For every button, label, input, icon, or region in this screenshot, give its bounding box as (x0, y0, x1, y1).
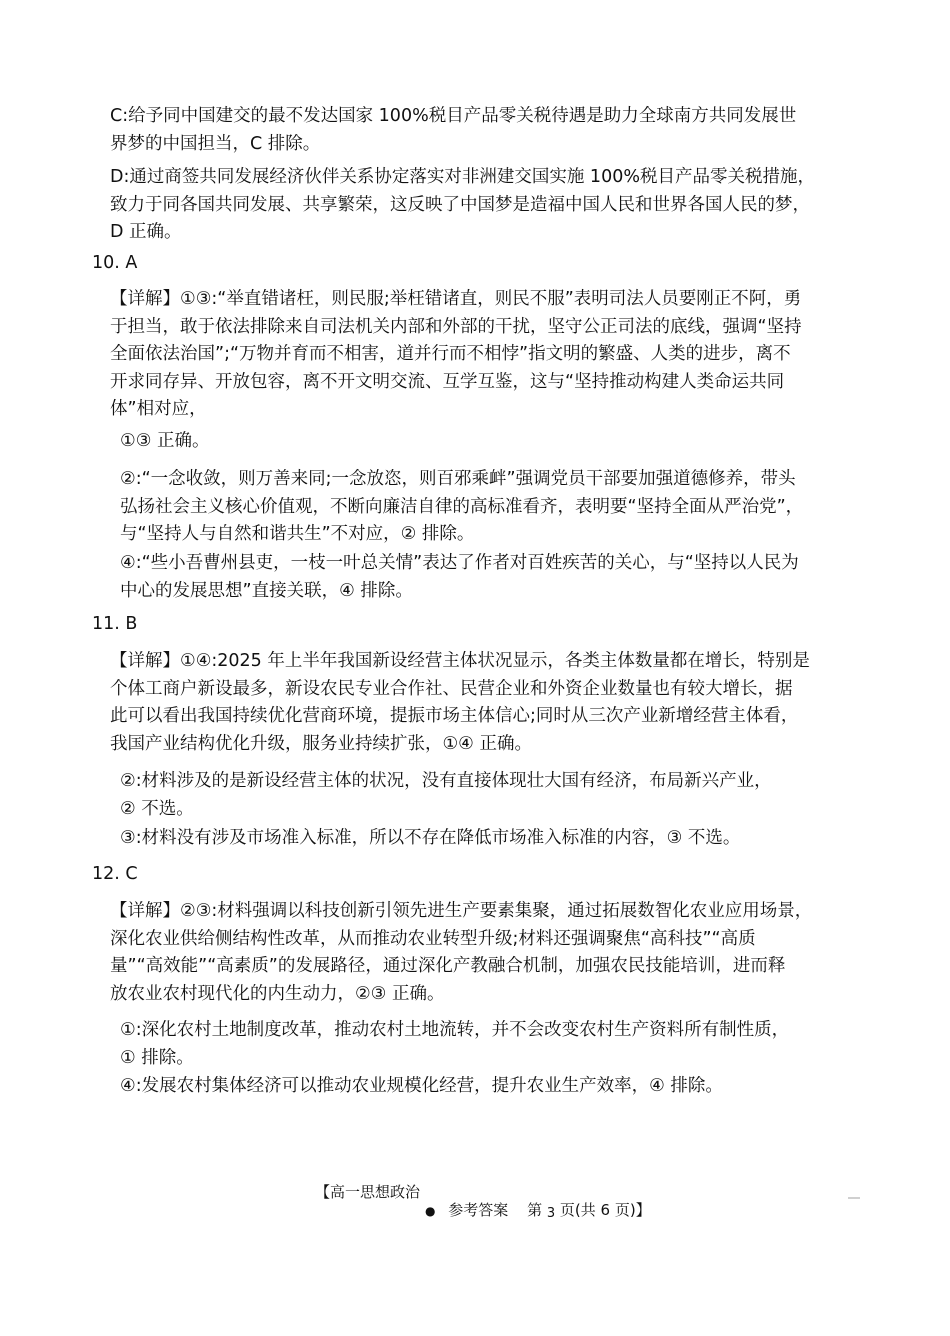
question-10-detail: 【详解】①③:“举直错诸枉，则民服;举枉错诸直，则民不服”表明司法人员要刚正不阿，勇 于担当，敢于依法排除来自司法机关内部和外部的干扰，坚守公正司法的底线，强调“坚持 全面依法治国”;“万物并育而不相害，道并行而不相悖”指文明的繁盛、人类的进步，离不 开求同存异、开放包容，离不开文明交流、互学互鉴，这与“坚持推动构建人类命运共同 体”相对应， (110, 289, 802, 419)
question-11-detail: 【详解】①④:2025 年上半年我国新设经营主体状况显示，各类主体数量都在增长，特别是 个体工商户新设最多，新设农民专业合作社、民营企业和外资企业数量也有较大增长，据 此可以看出我国持续优化营商环境，提振市场主体信心;同时从三次产业新增经营主体看， 我国产业结构优化升级，服务业持续扩张，①④ 正确。 (110, 651, 810, 754)
question-10-conclusion: ①③ 正确。 (120, 431, 210, 451)
question-11-option-2: ②:材料涉及的是新设经营主体的状况，没有直接体现壮大国有经济，布局新兴产业， ② 不选。 (120, 771, 772, 819)
footer-answer-label: 参考答案 (448, 1201, 509, 1219)
option-c-explanation: C:给予同中国建交的最不发达国家 100%税目产品零关税待遇是助力全球南方共同发展世 界梦的中国担当，C 排除。 (110, 106, 797, 154)
footer-page-number: 3 (546, 1206, 556, 1221)
footer-page-suffix: 页(共 6 页)】 (559, 1201, 651, 1219)
footer-bullet: ● (425, 1204, 436, 1218)
footer-page-info (425, 1200, 651, 1222)
question-11-option-3: ③:材料没有涉及市场准入标准，所以不存在降低市场准入标准的内容，③ 不选。 (120, 828, 741, 848)
question-11-answer: 11. B (92, 614, 138, 634)
footer-subject-title: 【高一思想政治 (315, 1183, 421, 1201)
question-12-option-4: ④:发展农村集体经济可以推动农业规模化经营，提升农业生产效率，④ 排除。 (120, 1076, 723, 1096)
corner-mark (848, 1197, 860, 1199)
question-12-detail: 【详解】②③:材料强调以科技创新引领先进生产要素集聚，通过拓展数智化农业应用场景， 深化农业供给侧结构性改革，从而推动农业转型升级;材料还强调聚焦“高科技”“高质 量”“高效能”“高素质”的发展路径，通过深化产教融合机制，加强农民技能培训，进而释 放农业农村现代化的内生动力，②③ 正确。 (110, 901, 813, 1004)
footer-page-prefix: 第 (527, 1201, 543, 1219)
question-12-answer: 12. C (92, 864, 138, 884)
question-10-answer: 10. A (92, 253, 138, 273)
question-10-option-2: ②:“一念收敛，则万善来同;一念放恣，则百邪乘衅”强调党员干部要加强道德修养，带头 弘扬社会主义核心价值观，不断向廉洁自律的高标准看齐，表明要“坚持全面从严治党”， 与“坚持人与自然和谐共生”不对应，② 排除。 (120, 469, 804, 544)
option-d-explanation: D:通过商签共同发展经济伙伴关系协定落实对非洲建交国实施 100%税目产品零关税措施， 致力于同各国共同发展、共享繁荣，这反映了中国梦是造福中国人民和世界各国人民的梦， D 正确。 (110, 167, 815, 242)
question-12-option-1: ①:深化农村土地制度改革，推动农村土地流转，并不会改变农村生产资料所有制性质， ① 排除。 (120, 1020, 790, 1068)
question-10-option-4: ④:“些小吾曹州县吏，一枝一叶总关情”表达了作者对百姓疾苦的关心，与“坚持以人民为 中心的发展思想”直接关联，④ 排除。 (120, 553, 799, 601)
